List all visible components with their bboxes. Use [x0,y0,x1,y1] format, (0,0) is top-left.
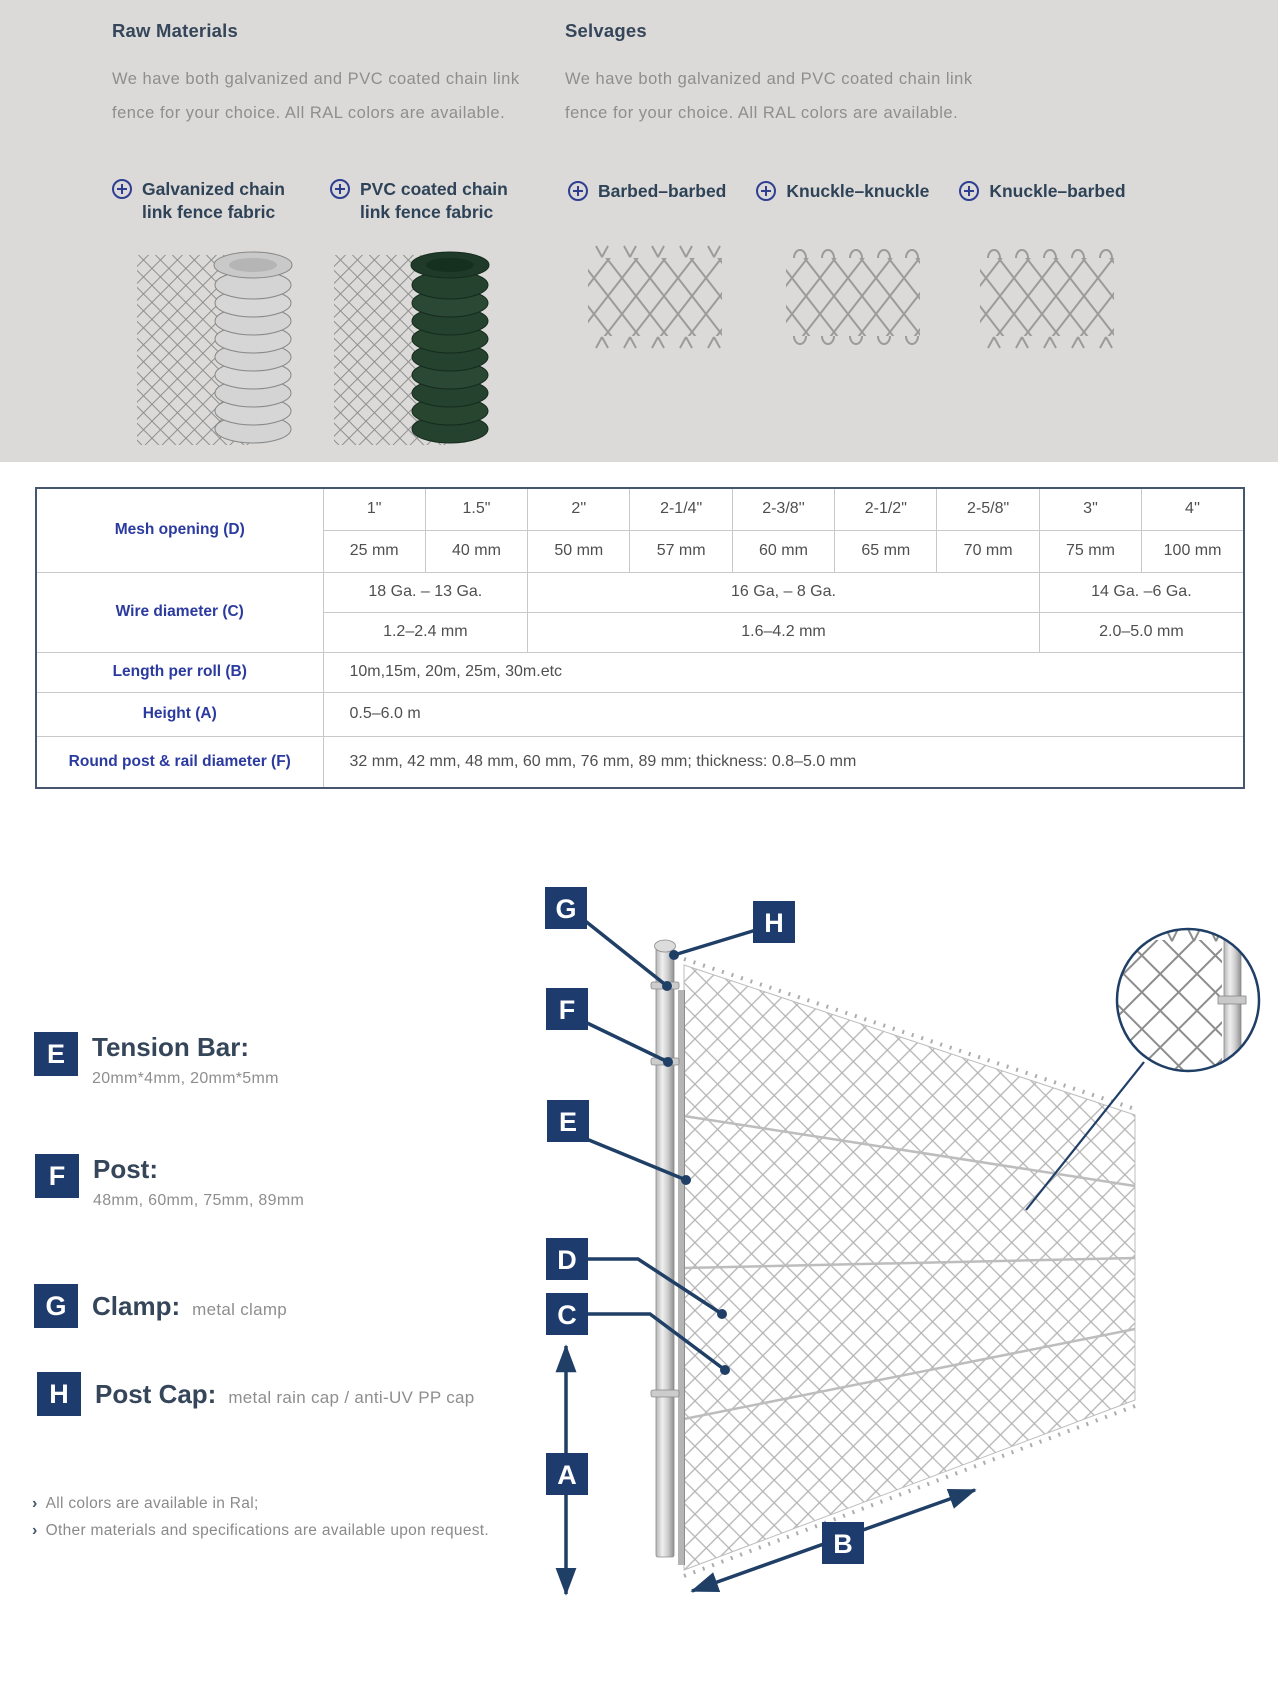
svg-text:F: F [558,995,576,1025]
pvc-fabric-image [332,243,494,451]
table-cell: 0.5–6.0 m [323,692,1244,736]
raw-materials-title: Raw Materials [112,20,238,41]
table-cell: 14 Ga. –6 Ga. [1039,572,1244,612]
table-cell: 2-1/4" [630,488,732,530]
callout-dot [681,1175,691,1185]
selvage-item-knuckle-knuckle [756,180,929,203]
row-label-length-per-roll: Length per roll (B) [36,652,323,692]
svg-text:G: G [555,894,577,924]
spec-table [35,487,1245,789]
fence-diagram [480,790,1278,1704]
plus-circle-icon [112,179,132,199]
fence-post [651,940,679,1557]
selvages-description: We have both galvanized and PVC coated chain link fence for your choice. All RAL colors are available. [565,70,973,122]
table-cell: 40 mm [425,530,527,572]
knuckle-barbed-diagram [972,242,1122,354]
label-badge-e: E [34,1032,78,1076]
table-cell: 10m,15m, 20m, 25m, 30m.etc [323,652,1244,692]
row-label-round-post: Round post & rail diameter (F) [36,736,323,788]
table-cell: 16 Ga, – 8 Ga. [528,572,1040,612]
callout-line-g [584,920,667,986]
table-cell: 100 mm [1142,530,1244,572]
knuckle-knuckle-diagram [778,242,928,354]
component-name: Tension Bar: [92,1032,249,1062]
svg-text:B: B [833,1529,853,1559]
svg-text:H: H [764,908,784,938]
label-badge-f: F [35,1154,79,1198]
component-clamp [34,1284,287,1328]
diagram-badge-g [545,887,587,929]
row-label-wire-diameter: Wire diameter (C) [36,572,323,652]
selvage-item-label: Knuckle–barbed [989,181,1126,201]
table-cell: 50 mm [528,530,630,572]
material-item-pvc [330,178,518,224]
selvage-item-label: Barbed–barbed [598,181,727,201]
plus-circle-icon [756,181,776,201]
table-cell: 2'' [528,488,630,530]
table-cell: 25 mm [323,530,425,572]
table-cell: 1.6–4.2 mm [528,612,1040,652]
table-cell: 2-3/8'' [732,488,834,530]
callout-line-f [585,1022,668,1062]
footnote-text: Other materials and specifications are available upon request. [45,1522,490,1539]
footnotes [32,1490,489,1544]
material-item-label: PVC coated chain link fence fabric [360,179,508,222]
table-cell: 2-5/8" [937,488,1039,530]
callout-dot [663,1057,673,1067]
material-item-label: Galvanized chain link fence fabric [142,179,285,222]
svg-text:C: C [557,1300,577,1330]
selvage-item-label: Knuckle–knuckle [786,181,930,201]
table-cell: 65 mm [835,530,937,572]
chevron-right-icon: › [32,1522,38,1539]
plus-circle-icon [330,179,350,199]
footnote [32,1490,489,1517]
row-label-mesh-opening: Mesh opening (D) [36,488,323,572]
callout-dot [720,1365,730,1375]
component-name: Post Cap: [95,1379,217,1409]
table-cell: 18 Ga. – 13 Ga. [323,572,528,612]
table-cell: 70 mm [937,530,1039,572]
component-post [35,1154,304,1210]
tension-bar [681,990,685,1565]
component-tension-bar [34,1032,279,1088]
selvages-title: Selvages [565,20,647,41]
svg-text:D: D [557,1245,577,1275]
fence-mesh [684,959,1135,1576]
diagram-badge-a [546,1453,588,1495]
table-cell: 60 mm [732,530,834,572]
component-spec: metal rain cap / anti-UV PP cap [228,1388,475,1407]
materials-section [0,0,1278,462]
material-item-galvanized [112,178,300,224]
diagram-badge-h [753,901,795,943]
callout-dot [669,950,679,960]
table-cell: 2.0–5.0 mm [1039,612,1244,652]
plus-circle-icon [568,181,588,201]
component-post-cap [37,1372,475,1416]
diagram-badge-d [546,1238,588,1280]
callout-dot [662,981,672,991]
table-cell: 3" [1039,488,1141,530]
component-name: Clamp: [92,1291,181,1321]
label-badge-h: H [37,1372,81,1416]
table-cell: 1.5" [425,488,527,530]
selvages-items [568,180,1126,203]
footnote [32,1517,489,1544]
component-name: Post: [93,1154,158,1184]
diagram-badge-f [546,988,588,1030]
component-spec: 20mm*4mm, 20mm*5mm [92,1070,279,1087]
clamp [651,1390,679,1397]
svg-text:A: A [557,1460,577,1490]
chevron-right-icon: › [32,1495,38,1512]
raw-materials-description: We have both galvanized and PVC coated chain link fence for your choice. All RAL colors are available. [112,70,520,122]
table-cell: 4'' [1142,488,1244,530]
magnifier-detail [1116,928,1246,1073]
component-spec: metal clamp [192,1300,288,1319]
component-spec: 48mm, 60mm, 75mm, 89mm [93,1192,305,1209]
diagram-badge-e [547,1100,589,1142]
svg-text:E: E [558,1107,578,1137]
row-label-height: Height (A) [36,692,323,736]
table-cell: 57 mm [630,530,732,572]
plus-circle-icon [959,181,979,201]
selvage-item-knuckle-barbed [959,180,1125,203]
diagram-badge-c [546,1293,588,1335]
label-badge-g: G [34,1284,78,1328]
selvage-item-barbed-barbed [568,180,726,203]
table-cell: 32 mm, 42 mm, 48 mm, 60 mm, 76 mm, 89 mm; thickness: 0.8–5.0 mm [323,736,1244,788]
callout-dot [717,1309,727,1319]
table-cell: 1.2–2.4 mm [323,612,528,652]
raw-materials-items [112,178,518,224]
callout-line-h [674,930,756,955]
table-cell: 75 mm [1039,530,1141,572]
galvanized-fabric-image [135,243,297,451]
footnote-text: All colors are available in Ral; [45,1495,259,1512]
diagram-badge-b [822,1522,864,1564]
table-cell: 1" [323,488,425,530]
table-cell: 2-1/2" [835,488,937,530]
post-cap [655,940,676,952]
barbed-barbed-diagram [580,242,730,354]
